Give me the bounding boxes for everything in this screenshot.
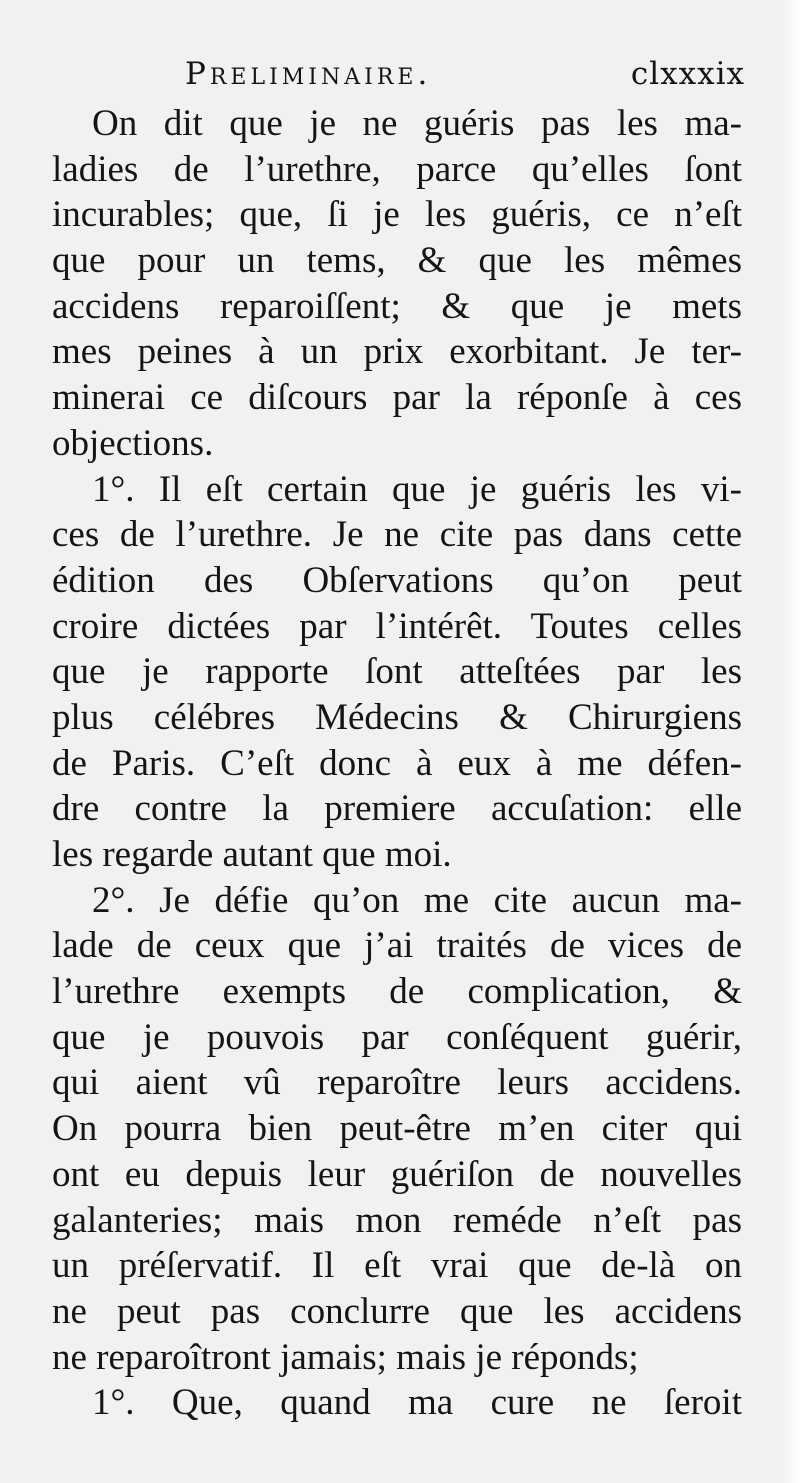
text-line: ont eu depuis leur guériſon de nouvelles bbox=[52, 1153, 742, 1195]
text-line: plus célébres Médecins & Chirurgiens bbox=[52, 696, 742, 738]
page-number: clxxxix bbox=[630, 56, 745, 92]
page-edge bbox=[782, 0, 800, 1483]
text-line: ces de l’urethre. Je ne cite pas dans cette bbox=[52, 514, 742, 556]
text-line: que je rapporte ſont atteſtées par les bbox=[52, 651, 742, 693]
running-title: Preliminaire. bbox=[185, 56, 432, 92]
text-line: croire dictées par l’intérêt. Toutes celles bbox=[52, 605, 742, 647]
text-line: incurables; que, ſi je les guéris, ce n’eſt bbox=[52, 194, 742, 236]
text-line: un préſervatif. Il eſt vrai que de-là on bbox=[52, 1245, 742, 1287]
text-line: minerai ce diſcours par la réponſe à ces bbox=[52, 377, 742, 419]
text-line: de Paris. C’eſt donc à eux à me défen- bbox=[52, 742, 742, 784]
text-line: les regarde autant que moi. bbox=[52, 834, 452, 875]
text-line: que je pouvois par conſéquent guérir, bbox=[52, 1016, 742, 1058]
body-text bbox=[52, 101, 742, 1426]
text-line: l’urethre exempts de complication, & bbox=[52, 971, 742, 1013]
text-line: On pourra bien peut-être m’en citer qui bbox=[52, 1108, 742, 1150]
text-line: qui aient vû reparoître leurs accidens. bbox=[52, 1062, 742, 1104]
text-line: accidens reparoiſſent; & que je mets bbox=[52, 285, 742, 327]
text-line: ne reparoîtront jamais; mais je réponds; bbox=[52, 1336, 639, 1378]
text-line: édition des Obſervations qu’on peut bbox=[52, 559, 742, 601]
text-line: galanteries; mais mon reméde n’eſt pas bbox=[52, 1199, 742, 1241]
page-header bbox=[185, 52, 745, 96]
text-line: que pour un tems, & que les mêmes bbox=[52, 240, 742, 282]
text-line: ladies de l’urethre, parce qu’elles ſont bbox=[52, 148, 742, 190]
text-line: On dit que je ne guéris pas les ma- bbox=[92, 103, 742, 144]
text-line: ne peut pas conclurre que les accidens bbox=[52, 1290, 742, 1332]
text-line: 2°. Je défie qu’on me cite aucun ma- bbox=[92, 879, 742, 921]
text-line: lade de ceux que j’ai traités de vices de bbox=[52, 925, 742, 967]
text-line: mes peines à un prix exorbitant. Je ter- bbox=[52, 331, 742, 373]
text-line: dre contre la premiere accuſation: elle bbox=[52, 788, 742, 830]
text-line: objections. bbox=[52, 422, 214, 464]
text-line: 1°. Que, quand ma cure ne ſeroit bbox=[92, 1382, 742, 1424]
text-line: 1°. Il eſt certain que je guéris les vi- bbox=[92, 468, 742, 510]
